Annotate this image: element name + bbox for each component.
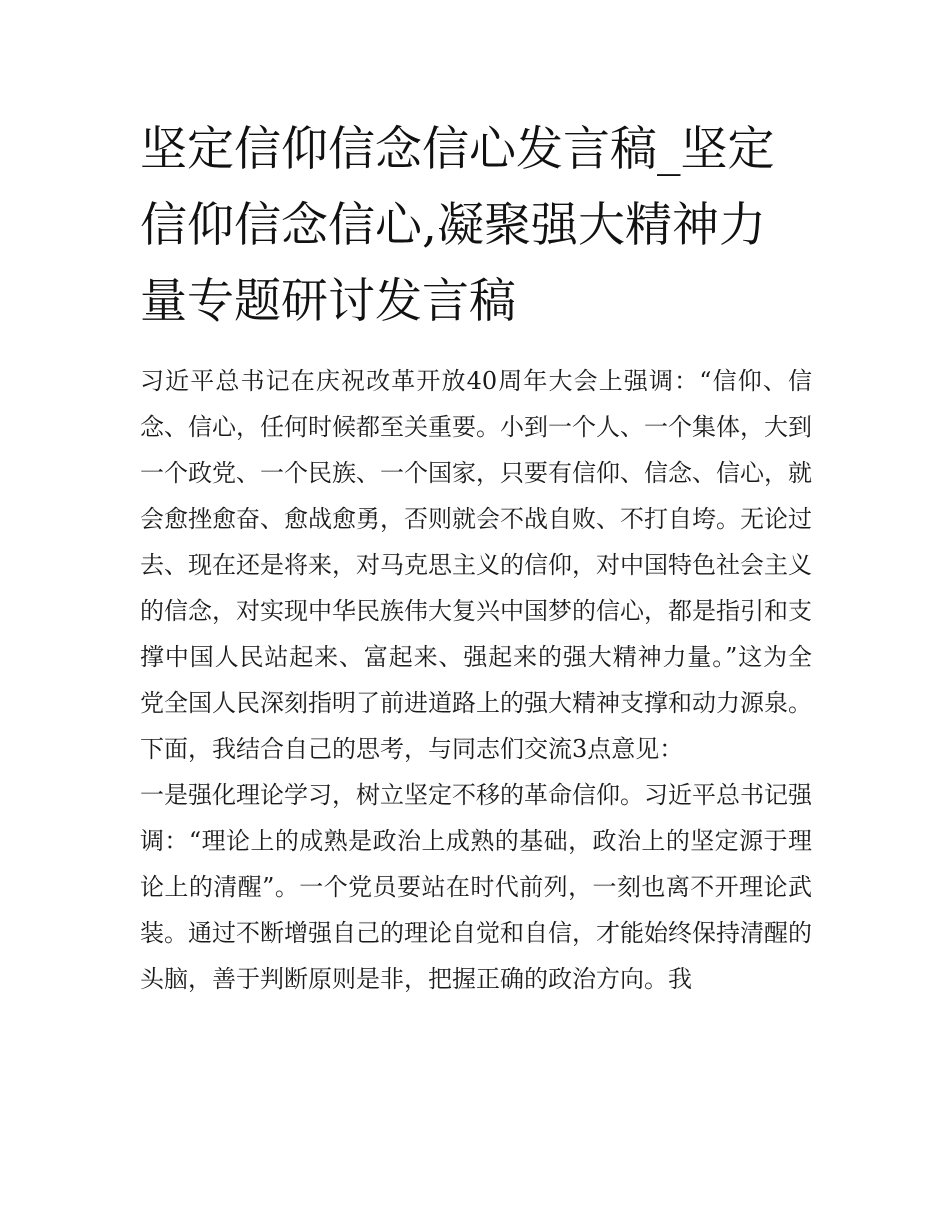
paragraph-intro: 习近平总书记在庆祝改革开放40周年大会上强调：“信仰、信念、信心，任何时候都至关重要。小到一个人、一个集体，大到一个政党、一个民族、一个国家，只要有信仰、信念、信心，就会愈挫愈奋、愈战愈勇，否则就会不战自败、不打自垮。无论过去、现在还是将来，对马克思主义的信仰，对中国特色社会主义的信念，对实现中华民族伟大复兴中国梦的信心，都是指引和支撑中国人民站起来、富起来、强起来的强大精神力量。”这为全党全国人民深刻指明了前进道路上的强大精神支撑和动力源泉。 <box>140 367 812 717</box>
document-title: 坚定信仰信念信心发言稿_坚定信仰信念信心,凝聚强大精神力量专题研讨发言稿 <box>140 122 775 329</box>
document-content <box>140 112 812 1002</box>
paragraph-transition: 下面，我结合自己的思考，与同志们交流3点意见： <box>140 735 684 763</box>
document-body <box>140 358 812 1002</box>
paragraph-point-one: 一是强化理论学习，树立坚定不移的革命信仰。习近平总书记强调：“理论上的成熟是政治上成熟的基础，政治上的坚定源于理论上的清醒”。一个党员要站在时代前列，一刻也离不开理论武装。通过不断增强自己的理论自觉和自信，才能始终保持清醒的头脑，善于判断原则是非，把握正确的政治方向。我 <box>140 781 812 993</box>
